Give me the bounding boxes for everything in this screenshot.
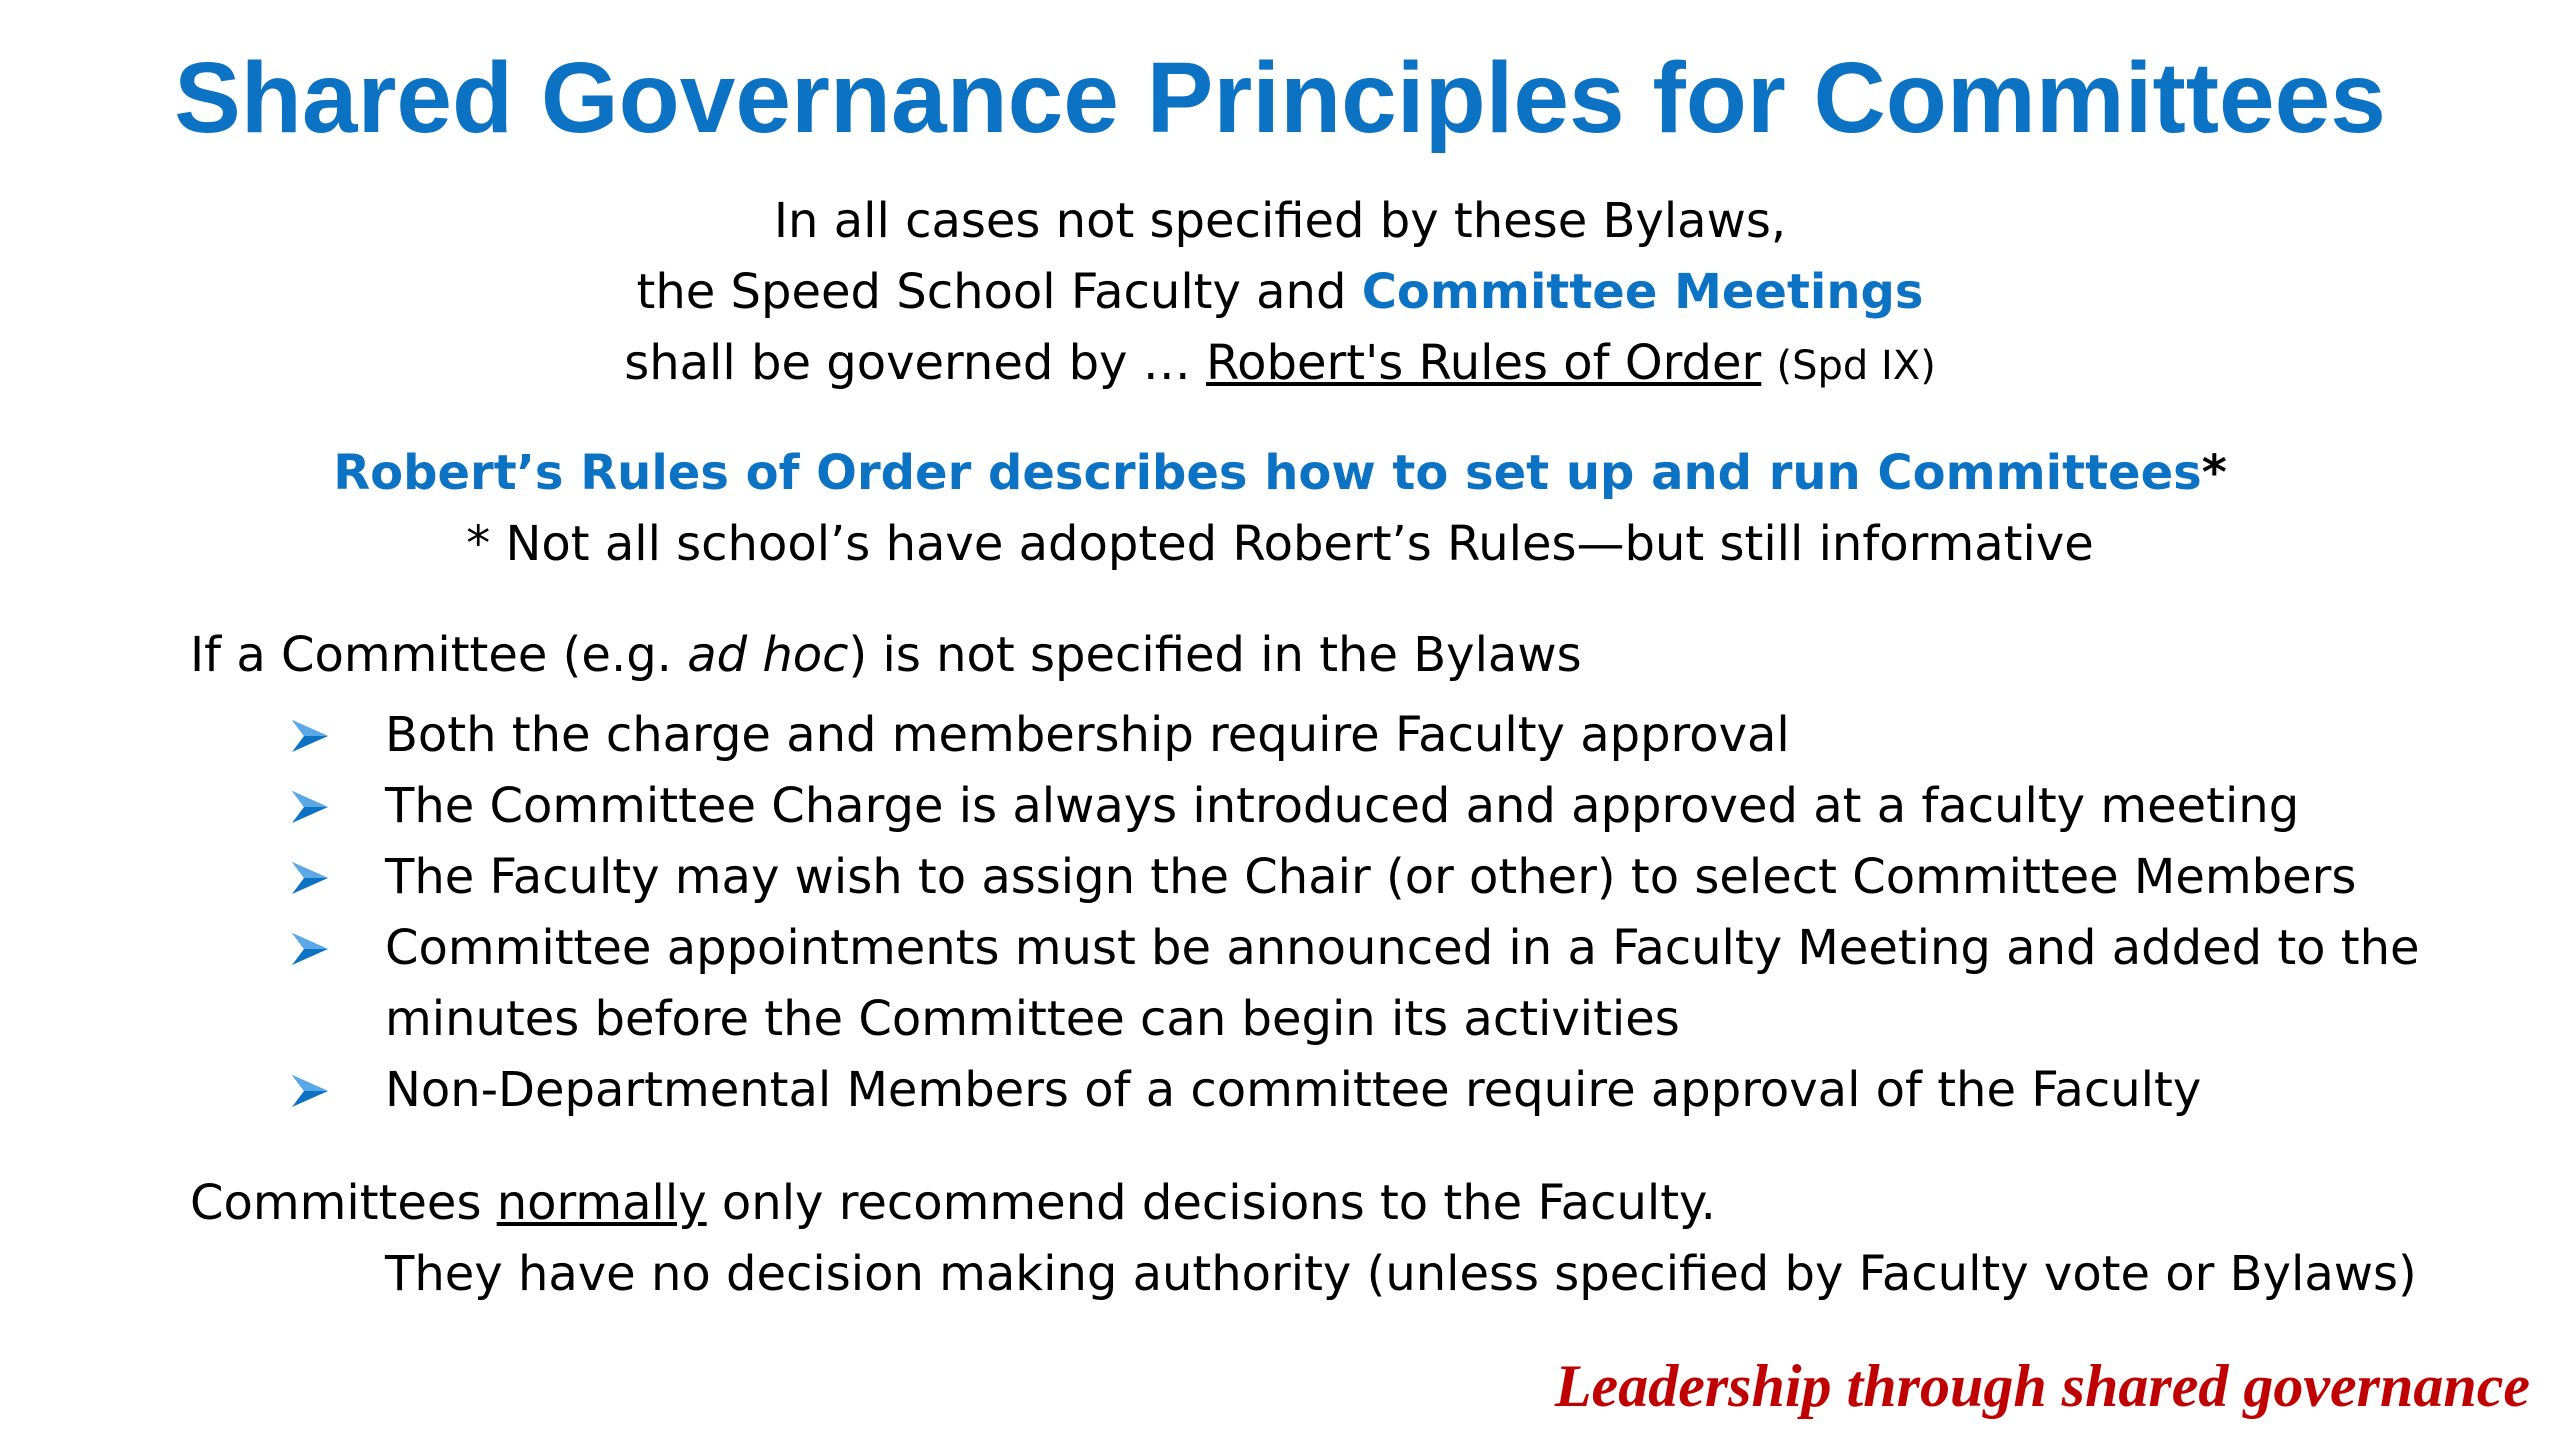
roberts-rules-heading-text: Robert’s Rules of Order describes how to set up and run Committees <box>333 445 2202 501</box>
roberts-rules-heading <box>0 438 2560 509</box>
closing-line-1-post: only recommend decisions to the Faculty. <box>706 1175 1716 1231</box>
bullet-text: Both the charge and membership require Faculty approval <box>385 707 1790 763</box>
adhoc-lead-post: ) is not specified in the Bylaws <box>848 627 1582 683</box>
slide-title: Shared Governance Principles for Committees <box>174 42 2386 154</box>
arrowhead-bullet-icon <box>290 789 330 825</box>
bullet-item <box>0 771 2560 842</box>
spd-ix-note: (Spd IX) <box>1776 343 1936 389</box>
intro-line-3-text: shall be governed by … <box>624 335 1206 391</box>
asterisk-mark: * <box>2201 445 2227 501</box>
arrowhead-bullet-icon <box>290 860 330 896</box>
intro-line-3 <box>0 328 2560 399</box>
intro-line-2-text: the Speed School Faculty and <box>636 264 1362 320</box>
adhoc-bullet-list <box>0 700 2560 1126</box>
roberts-rules-reference: Robert's Rules of Order <box>1205 335 1762 391</box>
intro-line-2 <box>0 257 2560 328</box>
closing-line-2: They have no decision making authority (unless specified by Faculty vote or Bylaws) <box>385 1246 2417 1302</box>
arrowhead-bullet-icon <box>290 718 330 754</box>
normally-emphasis: normally <box>496 1175 707 1231</box>
closing-statement <box>190 1168 2417 1310</box>
bullet-text-continuation: minutes before the Committee can begin its activities <box>385 991 1680 1047</box>
bullet-item <box>0 700 2560 771</box>
intro-statement <box>0 186 2560 399</box>
adhoc-italic: ad hoc <box>687 627 849 683</box>
bullet-text: Non-Departmental Members of a committee require approval of the Faculty <box>385 1062 2202 1118</box>
bullet-text: Committee appointments must be announced in a Faculty Meeting and added to the <box>385 920 2420 976</box>
adhoc-lead-pre: If a Committee (e.g. <box>190 627 688 683</box>
closing-line-1-pre: Committees <box>190 1175 497 1231</box>
roberts-rules-section <box>0 438 2560 580</box>
adhoc-lead <box>190 620 1582 691</box>
closing-line-1 <box>190 1168 2417 1239</box>
bullet-text: The Faculty may wish to assign the Chair (or other) to select Committee Members <box>385 849 2357 905</box>
intro-line-1: In all cases not specified by these Bylaws, <box>773 193 1787 249</box>
committee-meetings-highlight: Committee Meetings <box>1361 264 1924 320</box>
arrowhead-bullet-icon <box>290 1073 330 1109</box>
bullet-item <box>0 1055 2560 1126</box>
tagline: Leadership through shared governance <box>1554 1353 2530 1419</box>
bullet-text: The Committee Charge is always introduced and approved at a faculty meeting <box>385 778 2300 834</box>
roberts-rules-footnote: * Not all school’s have adopted Robert’s Rules—but still informative <box>466 516 2094 572</box>
bullet-item <box>0 913 2560 1055</box>
bullet-item <box>0 842 2560 913</box>
arrowhead-bullet-icon <box>290 931 330 967</box>
